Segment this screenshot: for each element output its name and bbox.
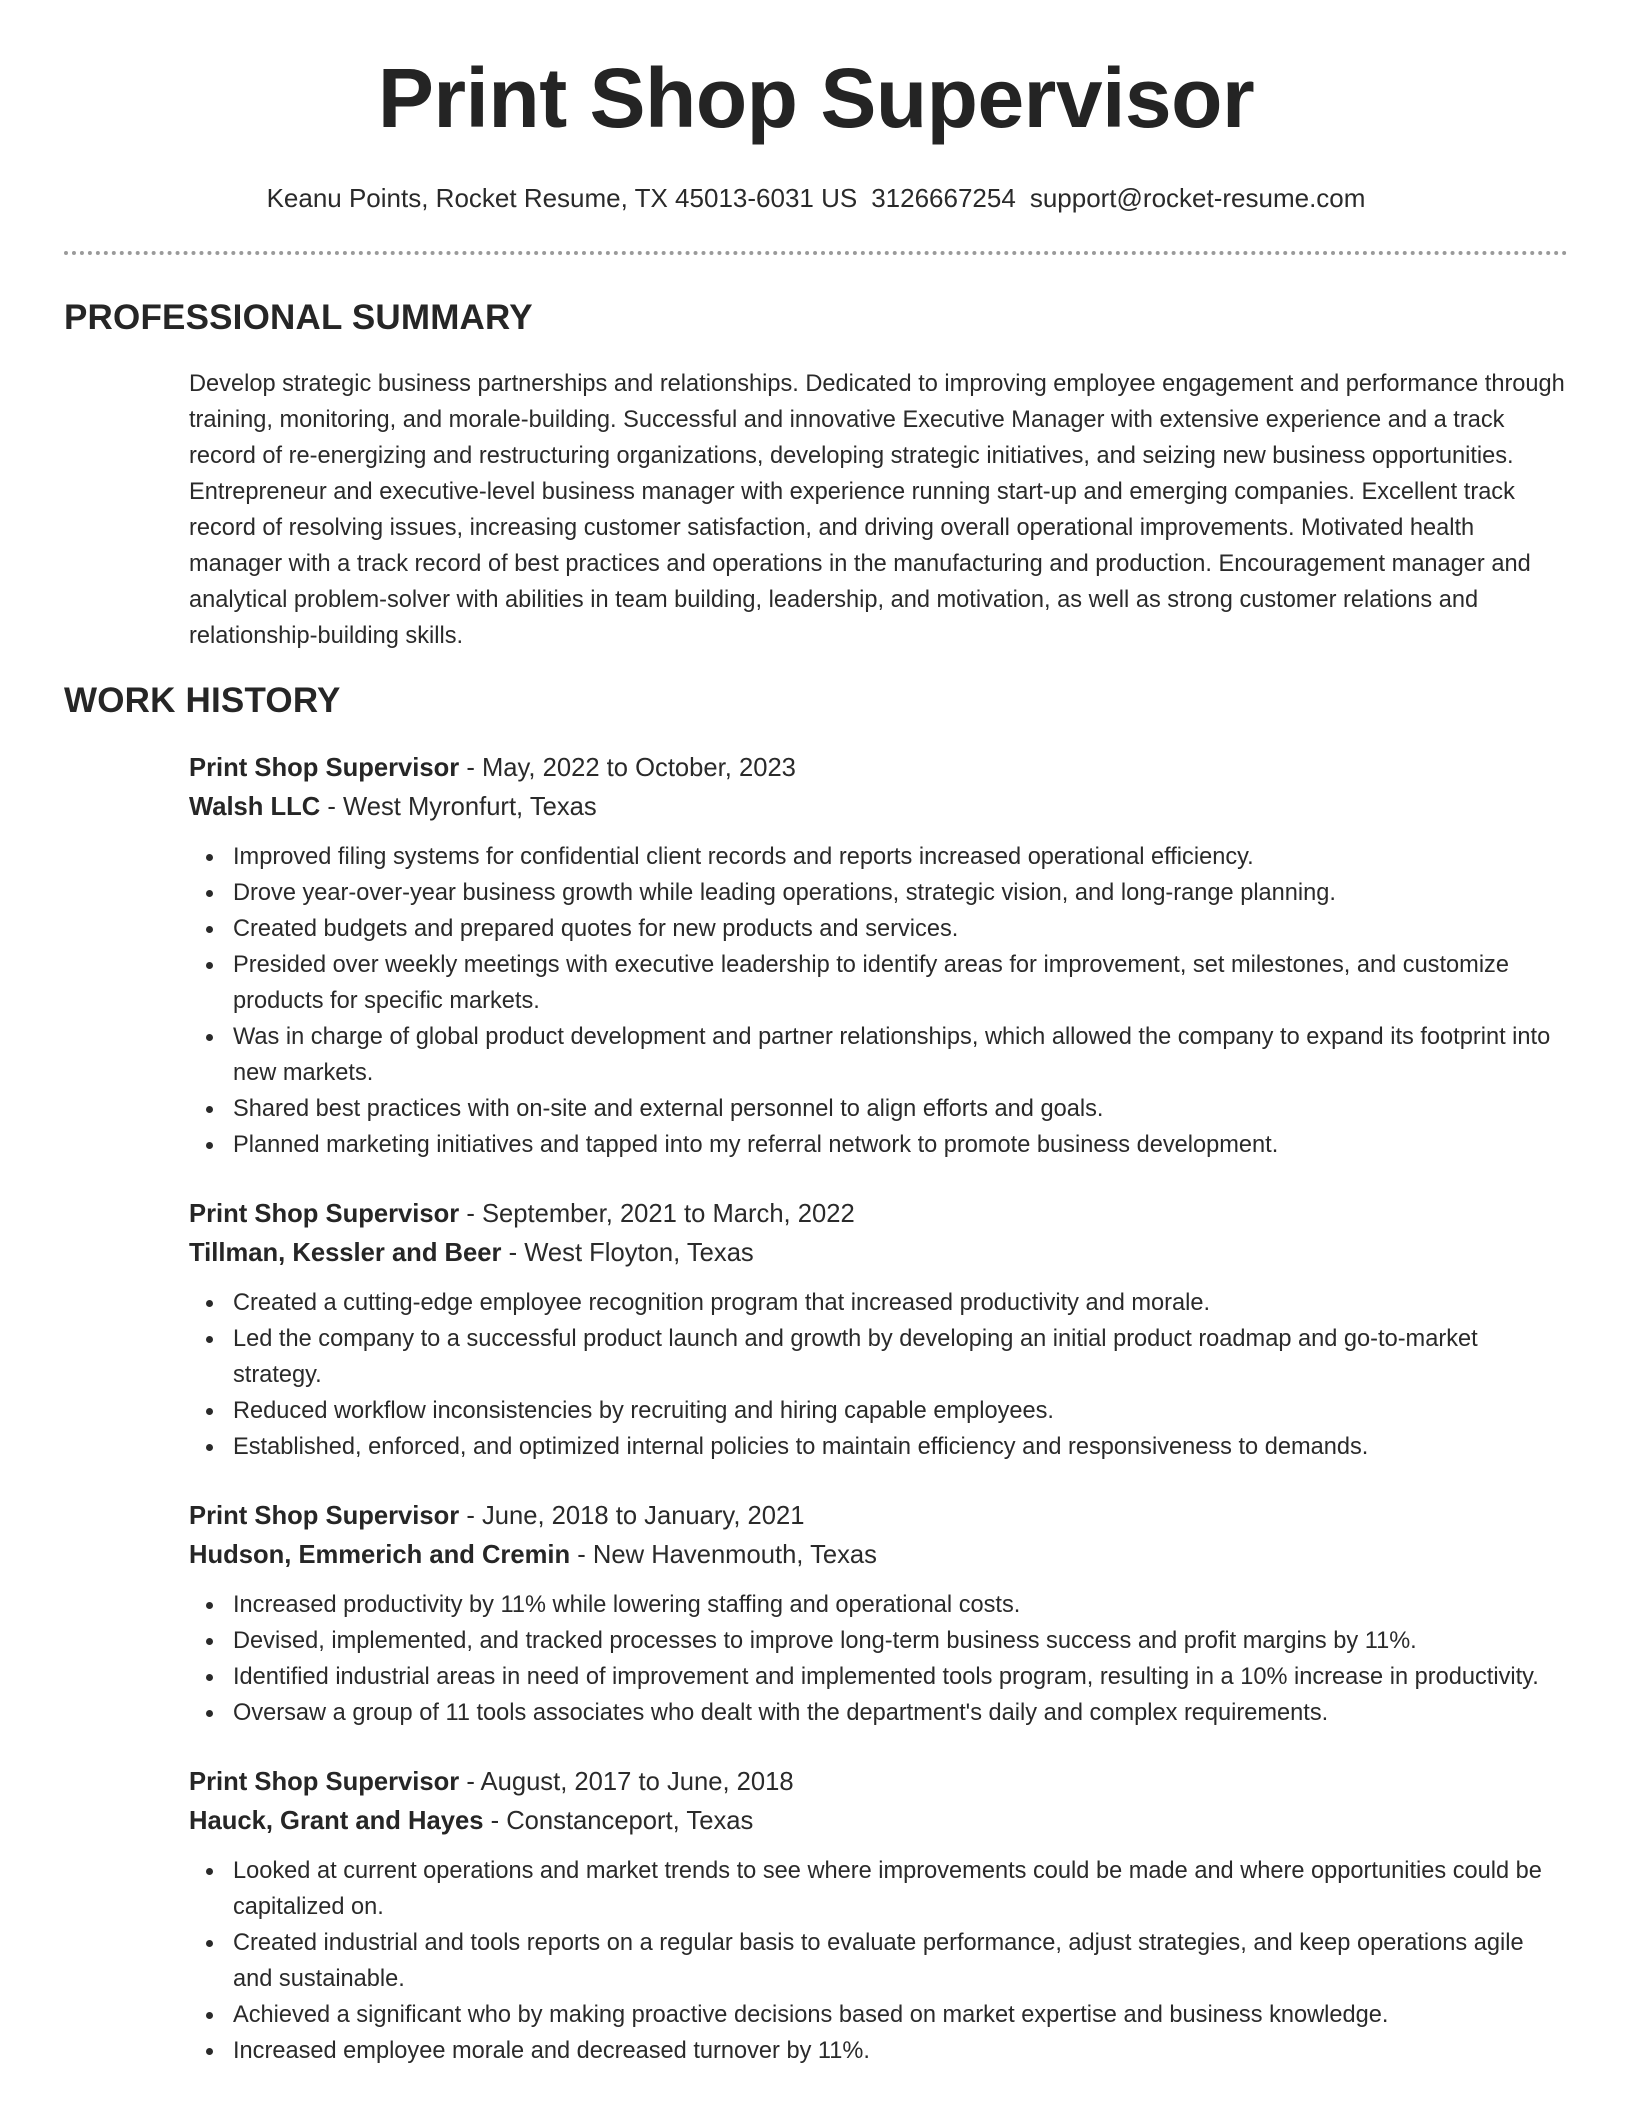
job-bullet: Led the company to a successful product launch and growth by developing an initial product roadmap and go-to-market strategy. <box>189 1321 1569 1393</box>
job-bullet: Increased productivity by 11% while lowering staffing and operational costs. <box>189 1587 1569 1623</box>
job-bullet: Presided over weekly meetings with executive leadership to identify areas for improvement, set milestones, and customize products for specific markets. <box>189 947 1569 1019</box>
job-bullet: Achieved a significant who by making proactive decisions based on market expertise and business knowledge. <box>189 1997 1569 2033</box>
job-entry <box>189 1497 1569 1731</box>
job-entry <box>189 749 1569 1163</box>
job-bullet: Established, enforced, and optimized internal policies to maintain efficiency and responsiveness to demands. <box>189 1429 1569 1465</box>
job-bullet: Created industrial and tools reports on a regular basis to evaluate performance, adjust strategies, and keep operations agile and sustainable. <box>189 1925 1569 1997</box>
job-dates: - May, 2022 to October, 2023 <box>459 754 796 782</box>
job-company-line <box>189 1234 1569 1273</box>
job-company-line <box>189 788 1569 827</box>
job-location: - West Myronfurt, Texas <box>320 793 597 821</box>
job-bullets <box>189 1853 1569 2069</box>
job-company: Hauck, Grant and Hayes <box>189 1807 484 1835</box>
job-bullet: Devised, implemented, and tracked processes to improve long-term business success and profit margins by 11%. <box>189 1623 1569 1659</box>
job-title: Print Shop Supervisor <box>189 1768 460 1796</box>
job-entry <box>189 1195 1569 1465</box>
contact-address: Keanu Points, Rocket Resume, TX 45013-6031 US <box>266 183 858 213</box>
job-company: Hudson, Emmerich and Cremin <box>189 1541 571 1569</box>
job-dates: - August, 2017 to June, 2018 <box>459 1768 794 1796</box>
job-bullets <box>189 1285 1569 1465</box>
job-bullet: Shared best practices with on-site and external personnel to align efforts and goals. <box>189 1091 1569 1127</box>
summary-text: Develop strategic business partnerships and relationships. Dedicated to improving employee engagement and performance through training, monitoring, and morale-building. Successful and innovative Executive Manager with extensive experience and a track record of re-energizing and restructuring organizations, developing strategic initiatives, and seizing new business opportunities. Entrepreneur and executive-level business manager with experience running start-up and emerging companies. Excellent track record of resolving issues, increasing customer satisfaction, and driving overall operational improvements. Motivated health manager with a track record of best practices and operations in the manufacturing and production. Encouragement manager and analytical problem-solver with abilities in team building, leadership, and motivation, as well as strong customer relations and relationship-building skills. <box>189 371 1565 649</box>
job-company: Tillman, Kessler and Beer <box>189 1239 502 1267</box>
job-bullet: Was in charge of global product development and partner relationships, which allowed the company to expand its footprint into new markets. <box>189 1019 1569 1091</box>
job-bullet: Improved filing systems for confidential client records and reports increased operational efficiency. <box>189 839 1569 875</box>
work-history-heading: WORK HISTORY <box>64 681 341 720</box>
job-bullet: Planned marketing initiatives and tapped into my referral network to promote business development. <box>189 1127 1569 1163</box>
job-bullet: Identified industrial areas in need of improvement and implemented tools program, resulting in a 10% increase in productivity. <box>189 1659 1569 1695</box>
job-title: Print Shop Supervisor <box>189 1502 460 1530</box>
job-bullet: Created a cutting-edge employee recognition program that increased productivity and morale. <box>189 1285 1569 1321</box>
work-history-list <box>189 749 1569 2101</box>
job-company: Walsh LLC <box>189 793 321 821</box>
job-bullet: Increased employee morale and decreased turnover by 11%. <box>189 2033 1569 2069</box>
contact-line <box>0 182 1632 216</box>
job-bullets <box>189 1587 1569 1731</box>
job-title-line <box>189 749 1569 788</box>
page-title: Print Shop Supervisor <box>377 51 1255 145</box>
job-title-line <box>189 1195 1569 1234</box>
job-company-line <box>189 1802 1569 1841</box>
job-location: - New Havenmouth, Texas <box>570 1541 877 1569</box>
job-title-line <box>189 1497 1569 1536</box>
job-location: - Constanceport, Texas <box>483 1807 754 1835</box>
job-bullet: Oversaw a group of 11 tools associates who dealt with the department's daily and complex requirements. <box>189 1695 1569 1731</box>
job-title: Print Shop Supervisor <box>189 1200 460 1228</box>
job-dates: - September, 2021 to March, 2022 <box>459 1200 855 1228</box>
job-title-line <box>189 1763 1569 1802</box>
job-dates: - June, 2018 to January, 2021 <box>459 1502 805 1530</box>
job-bullet: Looked at current operations and market trends to see where improvements could be made and where opportunities could be capitalized on. <box>189 1853 1569 1925</box>
job-bullet: Drove year-over-year business growth while leading operations, strategic vision, and long-range planning. <box>189 875 1569 911</box>
contact-phone: 3126667254 <box>871 183 1016 213</box>
job-company-line <box>189 1536 1569 1575</box>
job-title: Print Shop Supervisor <box>189 754 460 782</box>
job-bullet: Created budgets and prepared quotes for new products and services. <box>189 911 1569 947</box>
header-divider <box>64 251 1568 255</box>
summary-heading: PROFESSIONAL SUMMARY <box>64 298 533 337</box>
job-bullets <box>189 839 1569 1163</box>
contact-email: support@rocket-resume.com <box>1029 183 1366 213</box>
job-location: - West Floyton, Texas <box>501 1239 754 1267</box>
job-bullet: Reduced workflow inconsistencies by recruiting and hiring capable employees. <box>189 1393 1569 1429</box>
job-entry <box>189 1763 1569 2069</box>
